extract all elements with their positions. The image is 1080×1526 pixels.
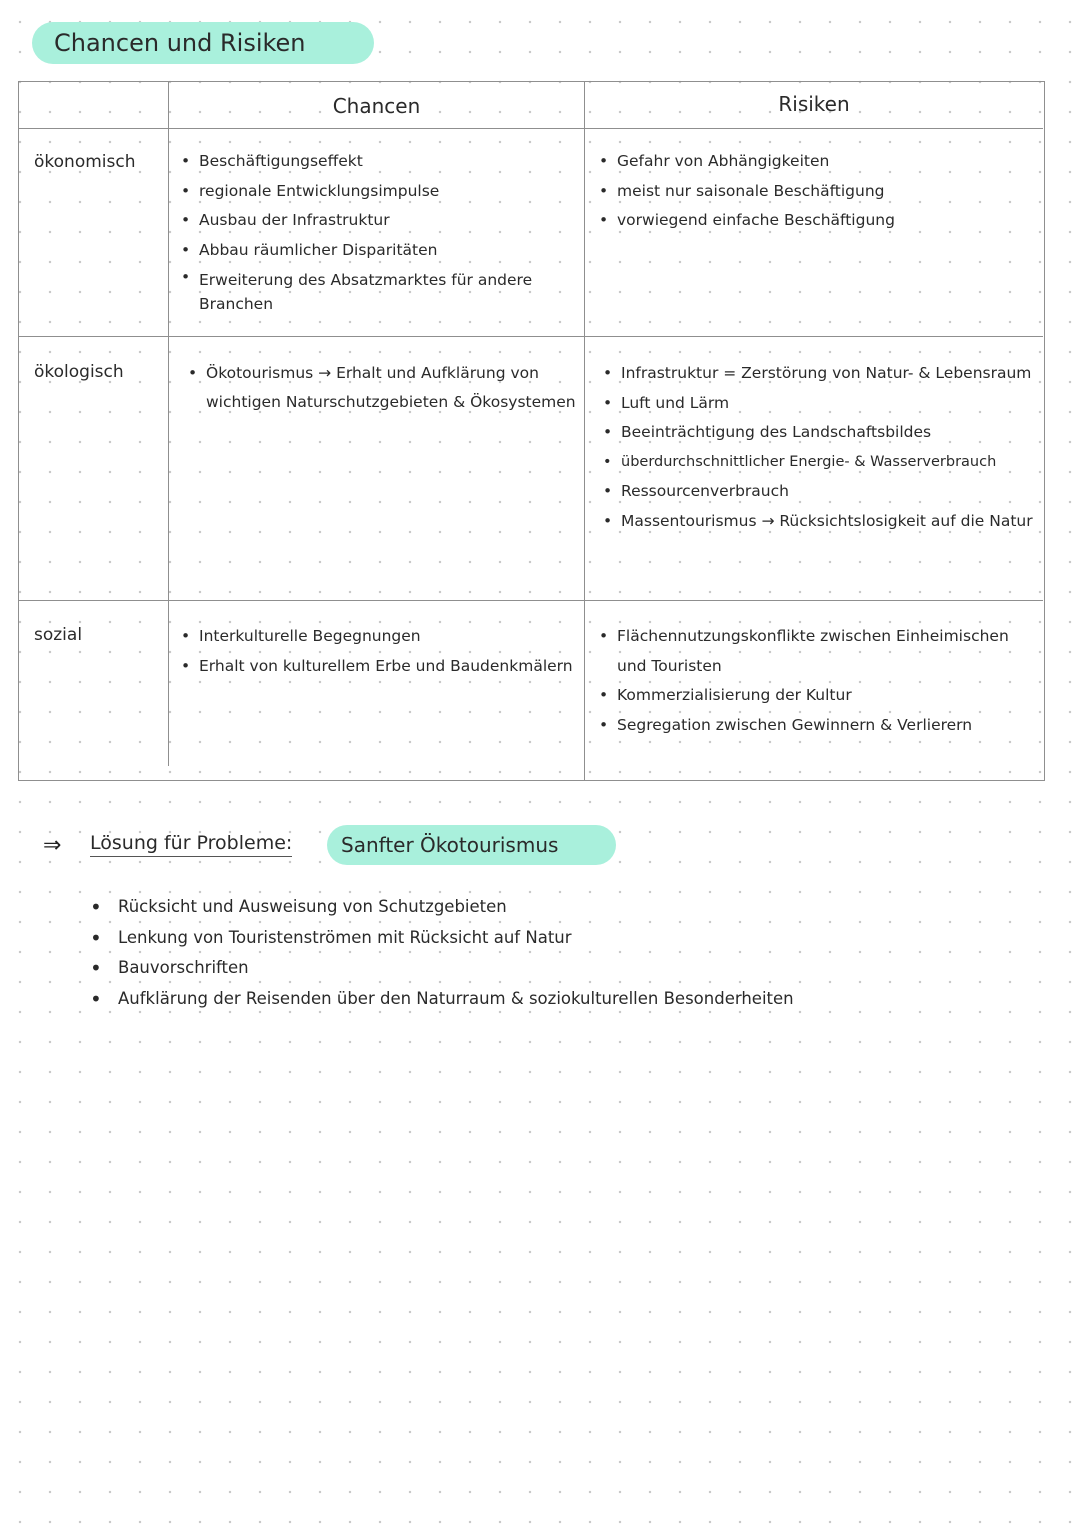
list-item: • Ressourcenverbrauch xyxy=(599,477,1039,507)
list-item: • Kommerzialisierung der Kultur xyxy=(595,681,1035,711)
row-divider-1 xyxy=(19,336,1043,337)
list-item: • vorwiegend einfache Beschäftigung xyxy=(595,206,1035,236)
list-item: • Gefahr von Abhängigkeiten xyxy=(595,147,1035,177)
list-item: • Lenkung von Touristenströmen mit Rücksicht auf Natur xyxy=(90,923,794,954)
solution-highlight: Sanfter Ökotourismus xyxy=(327,825,616,865)
list-item: • Rücksicht und Ausweisung von Schutzgebieten xyxy=(90,892,794,923)
list-item: • Interkulturelle Begegnungen xyxy=(177,622,577,652)
row-label-sozial: sozial xyxy=(34,625,83,645)
solution-label: Lösung für Probleme: xyxy=(90,832,292,857)
row-label-oekologisch: ökologisch xyxy=(34,362,124,382)
column-divider-2 xyxy=(584,82,585,780)
list-item: • Massentourismus → Rücksichtslosigkeit auf die Natur xyxy=(599,507,1039,537)
list-item: • Erhalt von kulturellem Erbe und Baudenkmälern xyxy=(177,652,577,682)
list-item: • Beschäftigungseffekt xyxy=(177,147,577,177)
list-item: • Segregation zwischen Gewinnern & Verlierern xyxy=(595,711,1035,741)
chancen-oekologisch-list xyxy=(184,359,579,417)
list-item: • Abbau räumlicher Disparitäten xyxy=(177,236,577,266)
list-item: • Bauvorschriften xyxy=(90,953,794,984)
risiken-oekologisch-list xyxy=(599,359,1039,536)
page-title: Chancen und Risiken xyxy=(32,22,374,64)
row-divider-2 xyxy=(19,600,1043,601)
list-item: • Aufklärung der Reisenden über den Naturraum & soziokulturellen Besonderheiten xyxy=(90,984,794,1015)
header-chancen: Chancen xyxy=(332,94,421,118)
row-label-oekonomisch: ökonomisch xyxy=(34,152,136,172)
column-divider-1 xyxy=(168,82,169,766)
list-item: • regionale Entwicklungsimpulse xyxy=(177,177,577,207)
chancen-risiken-table xyxy=(18,81,1045,781)
chancen-oekonomisch-list xyxy=(177,147,577,316)
list-item: • Luft und Lärm xyxy=(599,389,1039,419)
list-item: • Beeinträchtigung des Landschaftsbildes xyxy=(599,418,1039,448)
list-item: • Erweiterung des Absatzmarktes für andere Branchen xyxy=(177,265,577,316)
list-item: • überdurchschnittlicher Energie- & Wasserverbrauch xyxy=(599,448,1039,478)
list-item: • Ökotourismus → Erhalt und Aufklärung von wichtigen Naturschutzgebieten & Ökosystemen xyxy=(184,359,579,417)
risiken-oekonomisch-list xyxy=(595,147,1035,236)
risiken-sozial-list xyxy=(595,622,1035,740)
header-divider xyxy=(19,128,1043,129)
chancen-sozial-list xyxy=(177,622,577,681)
header-risiken: Risiken xyxy=(778,92,850,116)
list-item: • meist nur saisonale Beschäftigung xyxy=(595,177,1035,207)
arrow-icon: ⇒ xyxy=(43,833,62,858)
list-item: • Ausbau der Infrastruktur xyxy=(177,206,577,236)
list-item: • Flächennutzungskonflikte zwischen Einheimischen und Touristen xyxy=(595,622,1035,681)
solution-list xyxy=(90,892,794,1014)
list-item: • Infrastruktur = Zerstörung von Natur- & Lebensraum xyxy=(599,359,1039,389)
